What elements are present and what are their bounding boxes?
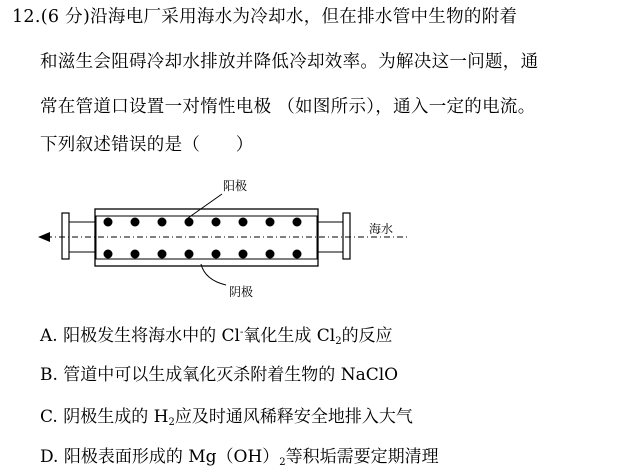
question-number: 12. (12, 7, 41, 27)
option-c: C. 阴极生成的 $H_2$应及时通风稀释安全地排入大气 (40, 407, 413, 428)
anode-dots (104, 218, 302, 227)
flow-arrow-icon (38, 232, 50, 242)
anode-leader (188, 194, 222, 218)
option-a: A. 阳极发生将海水中的 Cl-氧化生成 $Cl_2$的反应 (40, 326, 393, 347)
anode-label: 阳极 (223, 179, 248, 193)
option-d: D. 阳极表面形成的 $Mg(OH)_2$等积垢需要定期清理 (40, 447, 439, 468)
question-score: (6 分) (40, 7, 91, 27)
right-flange (343, 213, 350, 259)
cathode-leader (201, 264, 226, 285)
option-b: B. 管道中可以生成氧化灭杀附着生物的 NaClO (40, 365, 399, 385)
seawater-label: 海水 (369, 222, 394, 236)
cathode-label: 阴极 (229, 285, 254, 299)
question-line-2: 和滋生会阻碍冷却水排放并降低冷却效率。为解决这一问题，通 (40, 52, 539, 72)
question-text-1: 沿海电厂采用海水为冷却水，但在排水管中生物的附着 (90, 7, 518, 27)
cathode-dots (104, 250, 302, 259)
question-line-4: 下列叙述错误的是（ ） (40, 135, 254, 155)
left-flange (62, 213, 69, 259)
question-line-3: 常在管道口设置一对惰性电极 （如图所示），通入一定的电流。 (40, 97, 536, 117)
